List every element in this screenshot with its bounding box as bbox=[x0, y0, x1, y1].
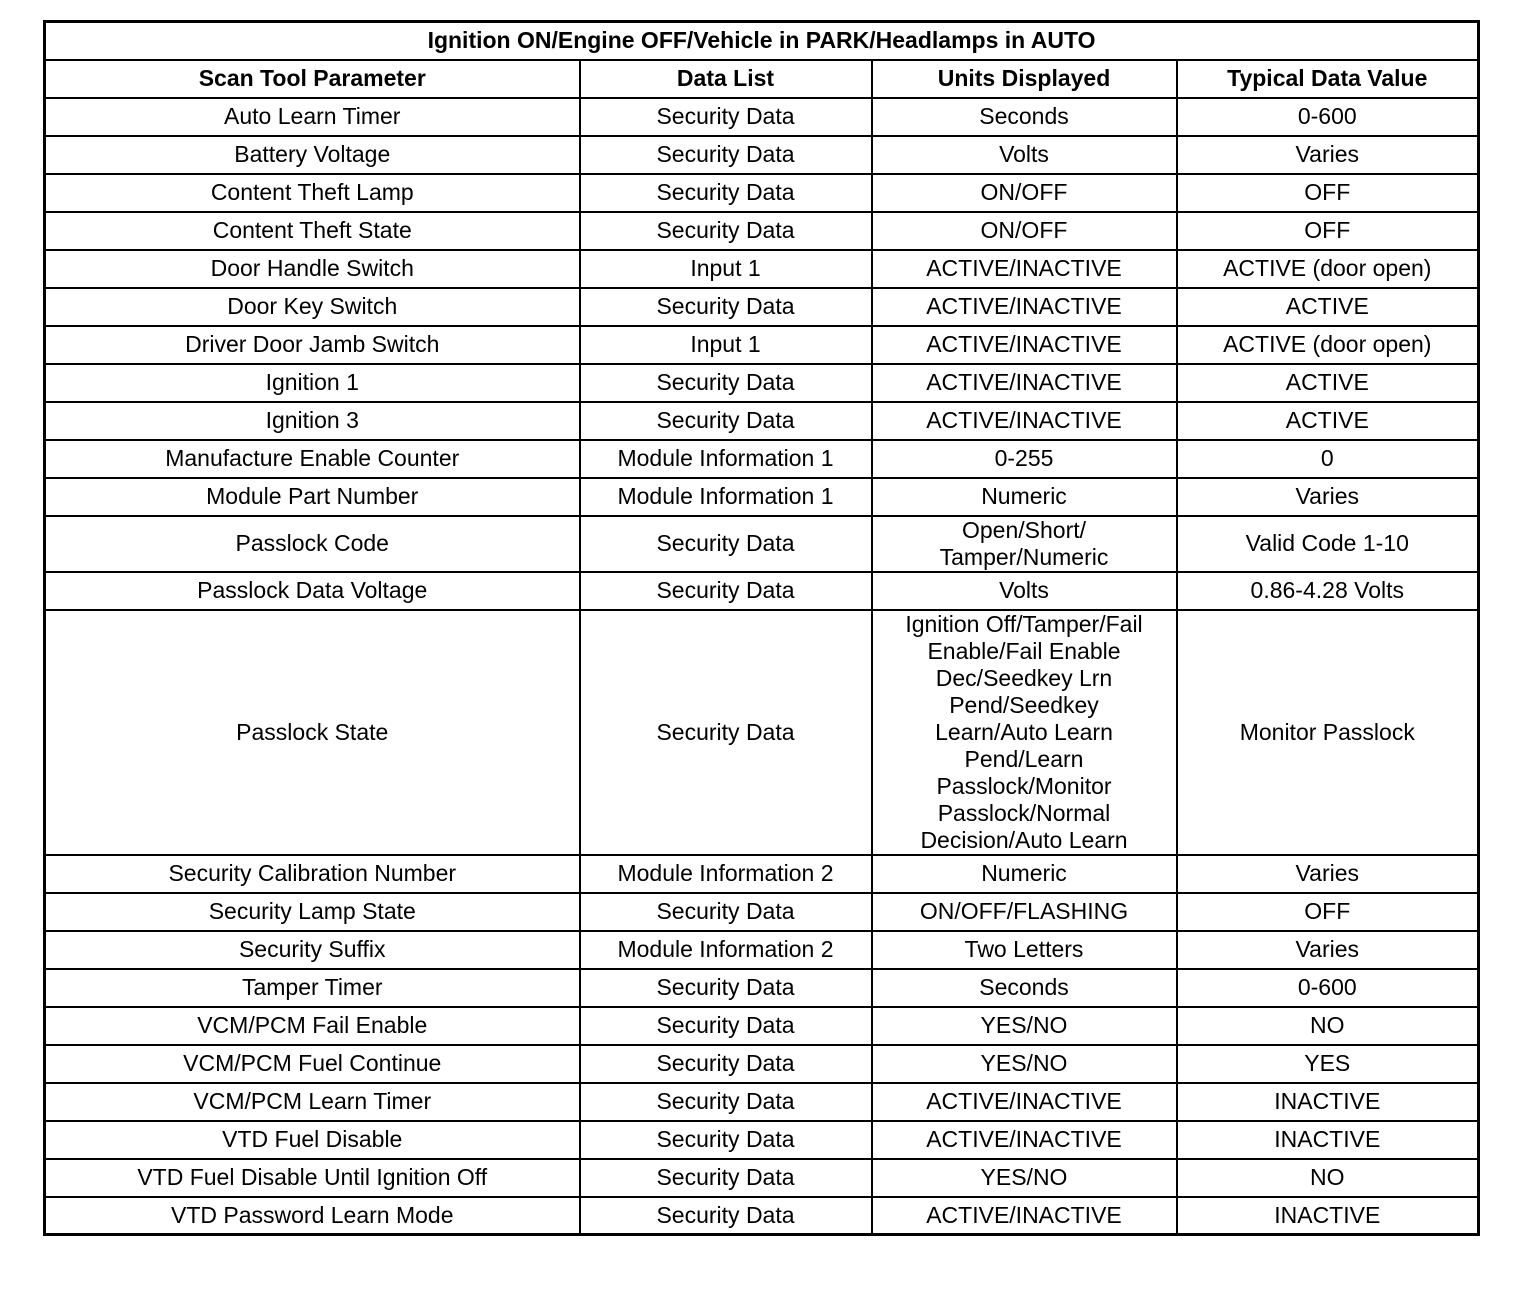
cell-parameter: Security Lamp State bbox=[45, 893, 580, 931]
cell-units-displayed bbox=[872, 250, 1177, 288]
cell-units-displayed bbox=[872, 326, 1177, 364]
table-row bbox=[45, 1007, 1479, 1045]
table-row bbox=[45, 212, 1479, 250]
cell-units-displayed bbox=[872, 893, 1177, 931]
cell-parameter: VTD Password Learn Mode bbox=[45, 1197, 580, 1235]
table-title-row bbox=[45, 22, 1479, 60]
cell-units-displayed bbox=[872, 610, 1177, 855]
units-line: YES/NO bbox=[980, 1164, 1068, 1190]
cell-typical-data-value: 0-600 bbox=[1177, 98, 1479, 136]
cell-units-displayed bbox=[872, 1083, 1177, 1121]
cell-typical-data-value: Valid Code 1-10 bbox=[1177, 516, 1479, 572]
table-row bbox=[45, 969, 1479, 1007]
units-line: Pend/Seedkey bbox=[949, 691, 1099, 718]
cell-data-list: Security Data bbox=[580, 610, 872, 855]
header-units-displayed: Units Displayed bbox=[872, 60, 1177, 98]
cell-parameter: Manufacture Enable Counter bbox=[45, 440, 580, 478]
table-row bbox=[45, 402, 1479, 440]
cell-data-list: Module Information 2 bbox=[580, 931, 872, 969]
cell-typical-data-value: Varies bbox=[1177, 931, 1479, 969]
cell-typical-data-value: ACTIVE (door open) bbox=[1177, 250, 1479, 288]
cell-parameter: VCM/PCM Fail Enable bbox=[45, 1007, 580, 1045]
cell-data-list: Security Data bbox=[580, 1121, 872, 1159]
cell-typical-data-value: INACTIVE bbox=[1177, 1197, 1479, 1235]
cell-parameter: Door Handle Switch bbox=[45, 250, 580, 288]
units-line: ACTIVE/INACTIVE bbox=[926, 1201, 1122, 1228]
units-line: Tamper/Numeric bbox=[939, 543, 1109, 570]
header-scan-tool-parameter: Scan Tool Parameter bbox=[45, 60, 580, 98]
cell-typical-data-value: Varies bbox=[1177, 478, 1479, 516]
cell-parameter: Content Theft Lamp bbox=[45, 174, 580, 212]
cell-units-displayed bbox=[872, 572, 1177, 610]
cell-typical-data-value: INACTIVE bbox=[1177, 1121, 1479, 1159]
cell-parameter: Ignition 1 bbox=[45, 364, 580, 402]
cell-parameter: Security Calibration Number bbox=[45, 855, 580, 893]
cell-units-displayed bbox=[872, 1197, 1177, 1235]
units-line: Passlock/Normal bbox=[937, 799, 1111, 826]
cell-data-list: Security Data bbox=[580, 288, 872, 326]
table-row bbox=[45, 893, 1479, 931]
cell-typical-data-value: ACTIVE bbox=[1177, 364, 1479, 402]
units-line: Volts bbox=[999, 577, 1049, 603]
cell-data-list: Security Data bbox=[580, 174, 872, 212]
cell-units-displayed bbox=[872, 855, 1177, 893]
cell-data-list: Security Data bbox=[580, 402, 872, 440]
cell-units-displayed bbox=[872, 212, 1177, 250]
cell-data-list: Security Data bbox=[580, 1007, 872, 1045]
cell-parameter: Passlock Code bbox=[45, 516, 580, 572]
cell-data-list: Security Data bbox=[580, 893, 872, 931]
cell-parameter: Content Theft State bbox=[45, 212, 580, 250]
table-row bbox=[45, 326, 1479, 364]
cell-units-displayed bbox=[872, 1121, 1177, 1159]
units-line: Passlock/Monitor bbox=[936, 772, 1112, 799]
table-row bbox=[45, 931, 1479, 969]
units-line: Open/Short/ bbox=[961, 516, 1087, 543]
cell-parameter: VCM/PCM Fuel Continue bbox=[45, 1045, 580, 1083]
cell-data-list: Security Data bbox=[580, 1045, 872, 1083]
cell-parameter: Security Suffix bbox=[45, 931, 580, 969]
cell-data-list: Module Information 1 bbox=[580, 440, 872, 478]
units-line: Seconds bbox=[979, 974, 1069, 1000]
cell-units-displayed bbox=[872, 402, 1177, 440]
cell-units-displayed bbox=[872, 174, 1177, 212]
units-line: YES/NO bbox=[980, 1050, 1068, 1076]
scan-tool-data-table bbox=[43, 20, 1480, 1236]
units-line: Seconds bbox=[979, 103, 1069, 129]
cell-units-displayed bbox=[872, 1007, 1177, 1045]
cell-typical-data-value: NO bbox=[1177, 1007, 1479, 1045]
cell-typical-data-value: OFF bbox=[1177, 174, 1479, 212]
units-line: ACTIVE/INACTIVE bbox=[926, 255, 1122, 281]
cell-typical-data-value: ACTIVE (door open) bbox=[1177, 326, 1479, 364]
units-line: ACTIVE/INACTIVE bbox=[926, 1126, 1122, 1152]
cell-data-list: Security Data bbox=[580, 364, 872, 402]
table-row bbox=[45, 364, 1479, 402]
cell-typical-data-value: 0-600 bbox=[1177, 969, 1479, 1007]
cell-parameter: Door Key Switch bbox=[45, 288, 580, 326]
table-row bbox=[45, 610, 1479, 855]
units-line: YES/NO bbox=[980, 1012, 1068, 1038]
table-row bbox=[45, 440, 1479, 478]
units-line: Ignition Off/Tamper/Fail bbox=[905, 610, 1143, 637]
cell-data-list: Security Data bbox=[580, 572, 872, 610]
cell-typical-data-value: NO bbox=[1177, 1159, 1479, 1197]
cell-data-list: Security Data bbox=[580, 136, 872, 174]
table-row bbox=[45, 250, 1479, 288]
units-line: Learn/Auto Learn bbox=[935, 718, 1113, 745]
table-row bbox=[45, 1197, 1479, 1235]
header-data-list: Data List bbox=[580, 60, 872, 98]
units-line: Enable/Fail Enable bbox=[927, 637, 1121, 664]
cell-typical-data-value: OFF bbox=[1177, 212, 1479, 250]
units-line: Volts bbox=[999, 141, 1049, 167]
cell-parameter: Module Part Number bbox=[45, 478, 580, 516]
cell-units-displayed bbox=[872, 136, 1177, 174]
cell-units-displayed bbox=[872, 1045, 1177, 1083]
table-row bbox=[45, 572, 1479, 610]
cell-data-list: Security Data bbox=[580, 212, 872, 250]
cell-units-displayed bbox=[872, 931, 1177, 969]
cell-parameter: Battery Voltage bbox=[45, 136, 580, 174]
table-row bbox=[45, 855, 1479, 893]
units-line: ACTIVE/INACTIVE bbox=[926, 407, 1122, 433]
table-row bbox=[45, 1083, 1479, 1121]
units-line: Numeric bbox=[981, 483, 1067, 509]
table-row bbox=[45, 516, 1479, 572]
table-row bbox=[45, 98, 1479, 136]
cell-typical-data-value: Monitor Passlock bbox=[1177, 610, 1479, 855]
cell-parameter: Passlock Data Voltage bbox=[45, 572, 580, 610]
cell-typical-data-value: Varies bbox=[1177, 136, 1479, 174]
cell-data-list: Security Data bbox=[580, 98, 872, 136]
cell-data-list: Security Data bbox=[580, 1159, 872, 1197]
table-title: Ignition ON/Engine OFF/Vehicle in PARK/Headlamps in AUTO bbox=[45, 22, 1479, 60]
table-header-row bbox=[45, 60, 1479, 98]
cell-units-displayed bbox=[872, 98, 1177, 136]
cell-typical-data-value: INACTIVE bbox=[1177, 1083, 1479, 1121]
cell-units-displayed bbox=[872, 440, 1177, 478]
units-line: ACTIVE/INACTIVE bbox=[926, 293, 1122, 319]
cell-parameter: VCM/PCM Learn Timer bbox=[45, 1083, 580, 1121]
table-row bbox=[45, 174, 1479, 212]
cell-data-list: Input 1 bbox=[580, 250, 872, 288]
cell-typical-data-value: YES bbox=[1177, 1045, 1479, 1083]
cell-data-list: Security Data bbox=[580, 1197, 872, 1235]
cell-parameter: Auto Learn Timer bbox=[45, 98, 580, 136]
cell-data-list: Module Information 2 bbox=[580, 855, 872, 893]
units-line: Numeric bbox=[981, 860, 1067, 886]
cell-data-list: Input 1 bbox=[580, 326, 872, 364]
units-line: 0-255 bbox=[994, 445, 1054, 471]
cell-parameter: VTD Fuel Disable bbox=[45, 1121, 580, 1159]
cell-typical-data-value: ACTIVE bbox=[1177, 402, 1479, 440]
cell-units-displayed bbox=[872, 516, 1177, 572]
table-row bbox=[45, 288, 1479, 326]
cell-parameter: Driver Door Jamb Switch bbox=[45, 326, 580, 364]
table-row bbox=[45, 1159, 1479, 1197]
cell-units-displayed bbox=[872, 1159, 1177, 1197]
units-line: ON/OFF bbox=[980, 179, 1068, 205]
cell-typical-data-value: 0 bbox=[1177, 440, 1479, 478]
cell-data-list: Security Data bbox=[580, 969, 872, 1007]
units-line: ACTIVE/INACTIVE bbox=[926, 369, 1122, 395]
cell-typical-data-value: Varies bbox=[1177, 855, 1479, 893]
units-line: Dec/Seedkey Lrn bbox=[935, 664, 1113, 691]
units-line: Two Letters bbox=[964, 936, 1084, 962]
cell-typical-data-value: 0.86-4.28 Volts bbox=[1177, 572, 1479, 610]
header-typical-data-value: Typical Data Value bbox=[1177, 60, 1479, 98]
units-line: ACTIVE/INACTIVE bbox=[926, 1088, 1122, 1114]
cell-parameter: Passlock State bbox=[45, 610, 580, 855]
cell-typical-data-value: OFF bbox=[1177, 893, 1479, 931]
cell-parameter: Ignition 3 bbox=[45, 402, 580, 440]
units-line: ON/OFF bbox=[980, 217, 1068, 243]
units-line: ON/OFF/FLASHING bbox=[919, 898, 1129, 924]
table-row bbox=[45, 1045, 1479, 1083]
cell-data-list: Security Data bbox=[580, 1083, 872, 1121]
cell-units-displayed bbox=[872, 969, 1177, 1007]
units-line: Pend/Learn bbox=[964, 745, 1084, 772]
cell-units-displayed bbox=[872, 478, 1177, 516]
table-row bbox=[45, 478, 1479, 516]
cell-parameter: Tamper Timer bbox=[45, 969, 580, 1007]
cell-units-displayed bbox=[872, 288, 1177, 326]
cell-data-list: Security Data bbox=[580, 516, 872, 572]
cell-typical-data-value: ACTIVE bbox=[1177, 288, 1479, 326]
cell-parameter: VTD Fuel Disable Until Ignition Off bbox=[45, 1159, 580, 1197]
units-line: Decision/Auto Learn bbox=[920, 826, 1128, 853]
units-line: ACTIVE/INACTIVE bbox=[926, 331, 1122, 357]
table-row bbox=[45, 1121, 1479, 1159]
table-row bbox=[45, 136, 1479, 174]
cell-data-list: Module Information 1 bbox=[580, 478, 872, 516]
cell-units-displayed bbox=[872, 364, 1177, 402]
table-body bbox=[45, 98, 1479, 1235]
